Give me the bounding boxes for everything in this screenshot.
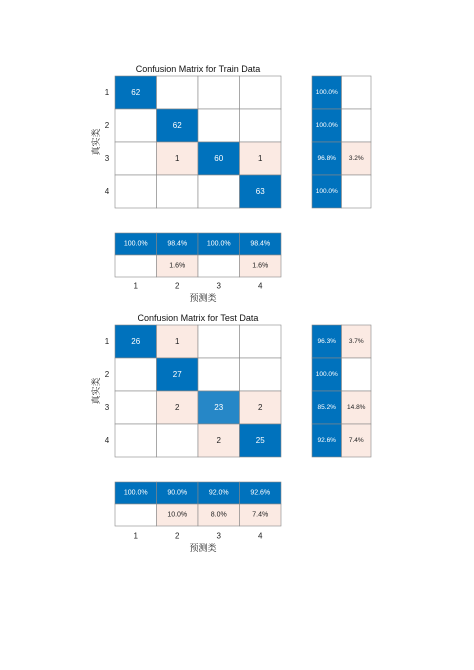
matrix-cell: [157, 175, 199, 208]
row-tick-label: 3: [104, 403, 110, 412]
row-tick-label: 3: [104, 154, 110, 163]
chart-title: Confusion Matrix for Train Data: [135, 64, 261, 74]
row-summary-cell: [342, 109, 372, 142]
column-tick-label: 3: [216, 281, 221, 291]
column-tick-label: 1: [133, 281, 138, 291]
row-summary-value: 96.3%: [317, 338, 336, 345]
x-axis-label: 预测类: [189, 544, 217, 554]
matrix-cell: [198, 76, 240, 109]
matrix-cell: [240, 325, 282, 358]
column-summary-cell: [198, 255, 240, 277]
column-summary-cell: [115, 255, 157, 277]
row-summary-cell: [342, 358, 372, 391]
column-tick-label: 3: [216, 531, 221, 541]
row-tick-label: 1: [104, 337, 110, 346]
row-summary-value: 100.0%: [315, 122, 338, 129]
row-tick-label: 2: [104, 121, 110, 130]
row-summary-value: 96.8%: [317, 155, 336, 162]
cell-value: 23: [214, 403, 224, 412]
matrix-cell: [157, 76, 199, 109]
matrix-cell: [240, 76, 282, 109]
cell-value: 1: [258, 154, 263, 163]
column-summary-value: 100.0%: [123, 240, 148, 248]
column-summary-value: 90.0%: [167, 489, 188, 497]
matrix-cell: [198, 358, 240, 391]
matrix-cell: [240, 109, 282, 142]
row-summary-value: 3.2%: [348, 155, 364, 162]
column-summary-value: 98.4%: [167, 240, 188, 248]
column-tick-label: 2: [175, 531, 180, 541]
y-axis-label: 真实类: [92, 377, 102, 405]
column-summary-value: 1.6%: [252, 262, 269, 270]
matrix-cell: [115, 358, 157, 391]
row-summary-value: 100.0%: [315, 188, 338, 195]
cell-value: 2: [258, 403, 263, 412]
cell-value: 60: [214, 154, 224, 163]
cell-value: 2: [175, 403, 180, 412]
column-summary-value: 7.4%: [252, 511, 269, 519]
column-summary-value: 92.6%: [250, 489, 271, 497]
cell-value: 1: [175, 154, 180, 163]
cell-value: 62: [131, 88, 141, 97]
column-tick-label: 2: [175, 281, 180, 291]
matrix-cell: [240, 358, 282, 391]
row-summary-value: 100.0%: [315, 371, 338, 378]
row-summary-value: 7.4%: [348, 437, 364, 444]
row-summary-cell: [342, 175, 372, 208]
chart-title: Confusion Matrix for Test Data: [137, 313, 259, 323]
row-summary-value: 3.7%: [348, 338, 364, 345]
cell-value: 25: [255, 436, 265, 445]
column-tick-label: 4: [258, 281, 263, 291]
column-summary-value: 98.4%: [250, 240, 271, 248]
cell-value: 63: [255, 187, 265, 196]
row-summary-value: 85.2%: [317, 404, 336, 411]
column-summary-value: 8.0%: [210, 511, 227, 519]
column-summary-value: 10.0%: [167, 511, 188, 519]
matrix-cell: [115, 175, 157, 208]
row-summary-value: 14.8%: [347, 404, 366, 411]
matrix-cell: [115, 142, 157, 175]
confusion-matrix-test: [90, 313, 371, 554]
matrix-cell: [115, 391, 157, 424]
matrix-cell: [198, 325, 240, 358]
row-tick-label: 4: [104, 436, 110, 445]
cell-value: 26: [131, 337, 141, 346]
matrix-cell: [115, 109, 157, 142]
column-summary-value: 100.0%: [123, 489, 148, 497]
cell-value: 27: [172, 370, 182, 379]
row-summary-cell: [342, 76, 372, 109]
cell-value: 62: [172, 121, 182, 130]
cell-value: 1: [175, 337, 180, 346]
confusion-matrix-train: [90, 64, 371, 304]
cell-value: 2: [216, 436, 221, 445]
column-tick-label: 1: [133, 531, 138, 541]
x-axis-label: 预测类: [189, 294, 217, 304]
row-tick-label: 1: [104, 88, 110, 97]
matrix-cell: [115, 424, 157, 457]
row-summary-value: 92.6%: [317, 437, 336, 444]
matrix-cell: [198, 175, 240, 208]
matrix-cell: [157, 424, 199, 457]
column-summary-value: 92.0%: [208, 489, 229, 497]
row-tick-label: 4: [104, 187, 110, 196]
column-tick-label: 4: [258, 531, 263, 541]
column-summary-value: 1.6%: [169, 262, 186, 270]
y-axis-label: 真实类: [92, 128, 102, 156]
column-summary-cell: [115, 504, 157, 526]
row-tick-label: 2: [104, 370, 110, 379]
column-summary-value: 100.0%: [206, 240, 231, 248]
matrix-cell: [198, 109, 240, 142]
row-summary-value: 100.0%: [315, 89, 338, 96]
